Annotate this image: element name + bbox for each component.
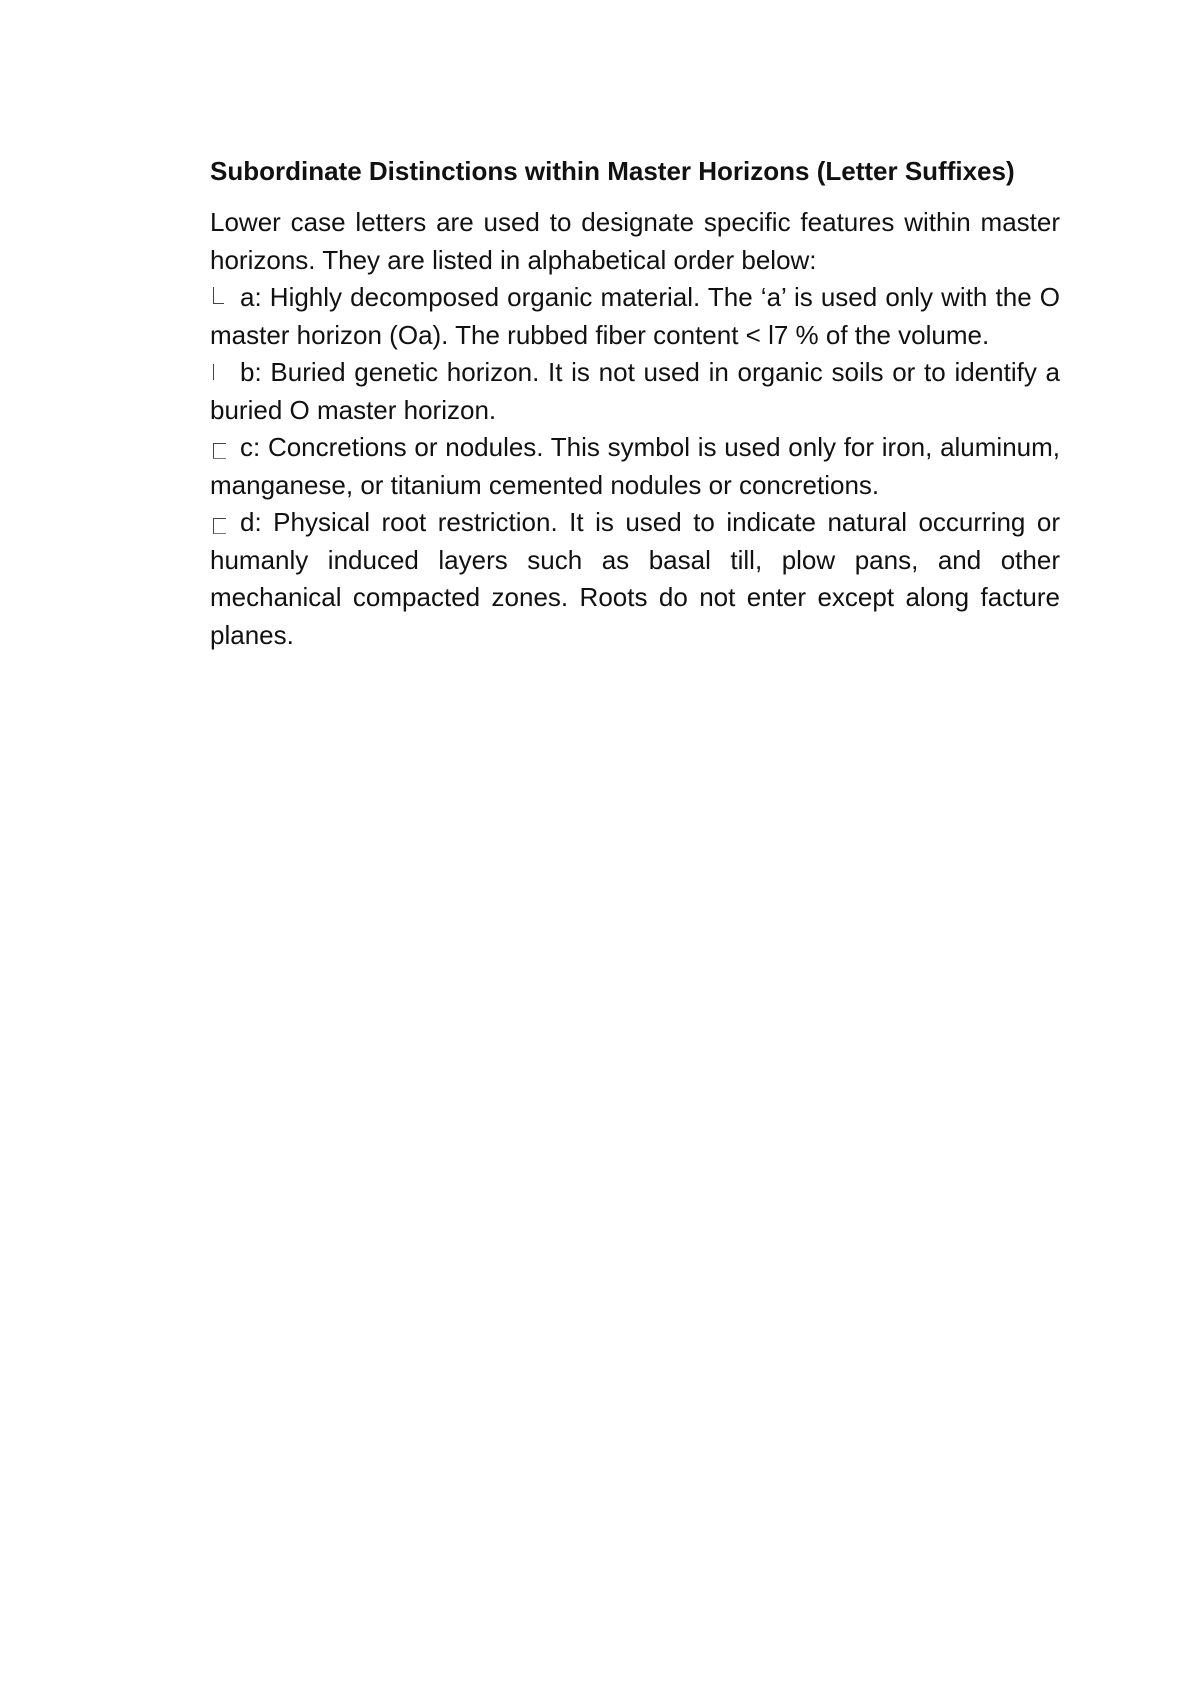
list-item-text: a: Highly decomposed organic material. The ‘a’ is used only with the O master horizon (Oa). The rubbed fiber content < l7 % of the volume. — [210, 282, 1060, 350]
list-item-d — [210, 504, 1060, 654]
list-item-text: d: Physical root restriction. It is used to indicate natural occurring or humanly induced layers such as basal till, plow pans, and other mechanical compacted zones. Roots do not enter except along facture planes. — [210, 507, 1060, 650]
list-item-b — [210, 354, 1060, 429]
missing-glyph-icon — [213, 518, 226, 534]
missing-glyph-icon — [213, 443, 226, 459]
missing-glyph-icon — [213, 364, 224, 380]
list-item-text: b: Buried genetic horizon. It is not used in organic soils or to identify a buried O master horizon. — [210, 357, 1060, 425]
document-body — [210, 152, 1060, 654]
list-item-a — [210, 279, 1060, 354]
missing-glyph-icon — [213, 287, 224, 304]
list-item-text: c: Concretions or nodules. This symbol is used only for iron, aluminum, manganese, or titanium cemented nodules or concretions. — [210, 432, 1060, 500]
intro-paragraph: Lower case letters are used to designate specific features within master horizons. They are listed in alphabetical order below: — [210, 207, 1060, 275]
list-item-c — [210, 429, 1060, 504]
section-heading: Subordinate Distinctions within Master Horizons (Letter Suffixes) — [210, 156, 1015, 186]
